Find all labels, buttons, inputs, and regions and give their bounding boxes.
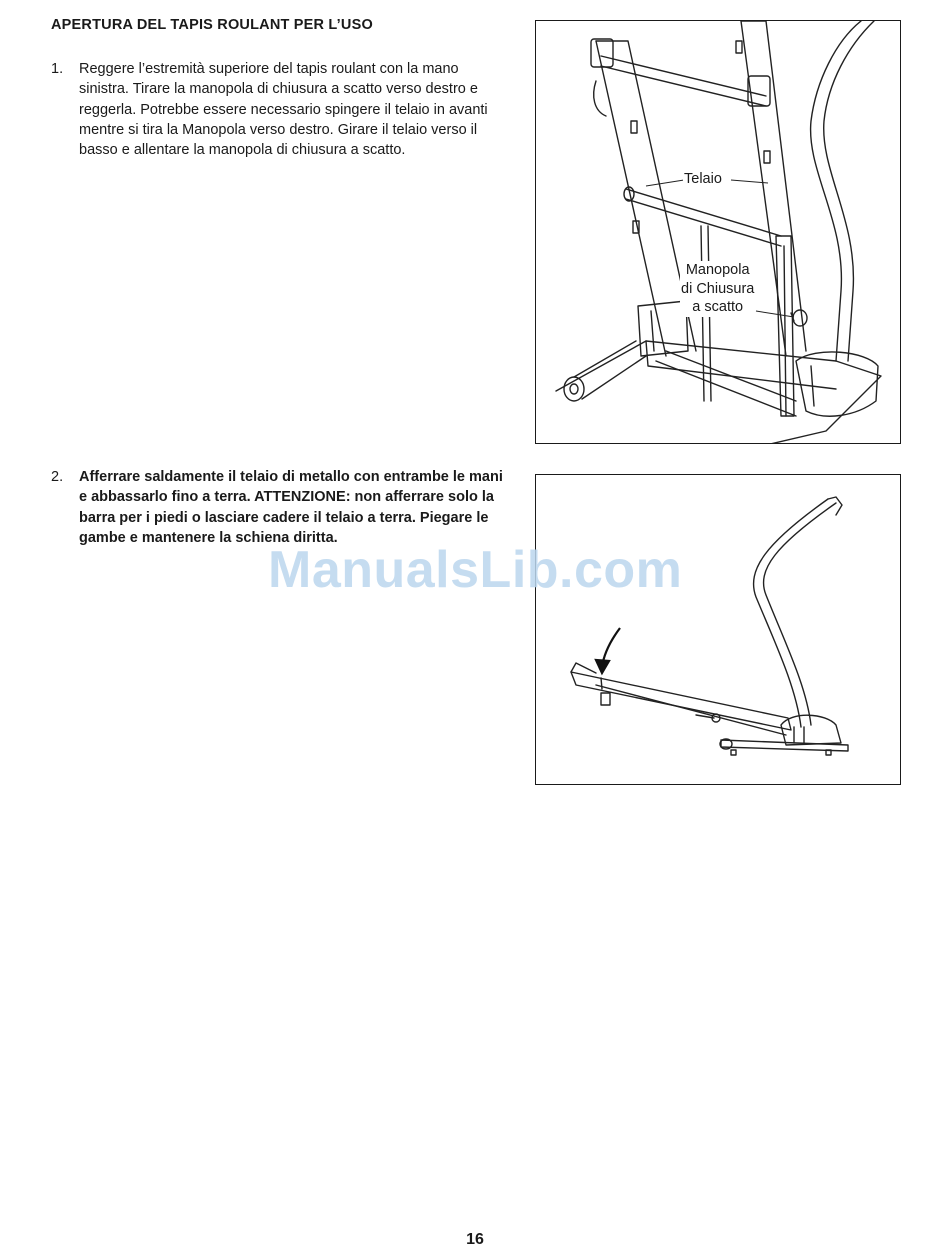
figure-unfold-step-1 bbox=[535, 20, 901, 444]
figure-unfold-step-2 bbox=[535, 474, 901, 785]
step-text: Reggere l’estremità superiore del tapis roulant con la mano sinistra. Tirare la manopola di chiusura a scatto verso destro e reggerla. Potrebbe essere necessario spingere il telaio in avanti mentre si tira la Manopola verso destro. Girare il telaio verso il basso e allentare la manopola di chiusura a scatto. bbox=[79, 61, 488, 159]
label-latch-knob-line: a scatto bbox=[692, 299, 744, 315]
step-1 bbox=[51, 59, 511, 160]
treadmill-upright-illustration bbox=[536, 21, 901, 444]
label-latch-knob bbox=[680, 261, 755, 317]
step-text: Afferrare saldamente il telaio di metallo con entrambe le mani e abbassarlo fino a terra. ATTENZIONE: non afferrare solo la barra per i piedi o lasciare cadere il telaio a terra. Piegare le gambe e mantenere la schiena diritta. bbox=[79, 469, 503, 546]
page-title: APERTURA DEL TAPIS ROULANT PER L’USO bbox=[51, 17, 373, 33]
page-number: 16 bbox=[466, 1231, 484, 1248]
step-number: 2. bbox=[51, 469, 64, 485]
label-frame: Telaio bbox=[684, 171, 722, 187]
label-latch-knob-line: di Chiusura bbox=[681, 280, 755, 297]
step-number: 1. bbox=[51, 61, 64, 77]
label-latch-knob-line: Manopola bbox=[685, 262, 750, 278]
treadmill-lowering-illustration bbox=[536, 475, 901, 785]
step-2 bbox=[51, 467, 511, 548]
watermark: ManualsLib.com bbox=[268, 541, 683, 599]
